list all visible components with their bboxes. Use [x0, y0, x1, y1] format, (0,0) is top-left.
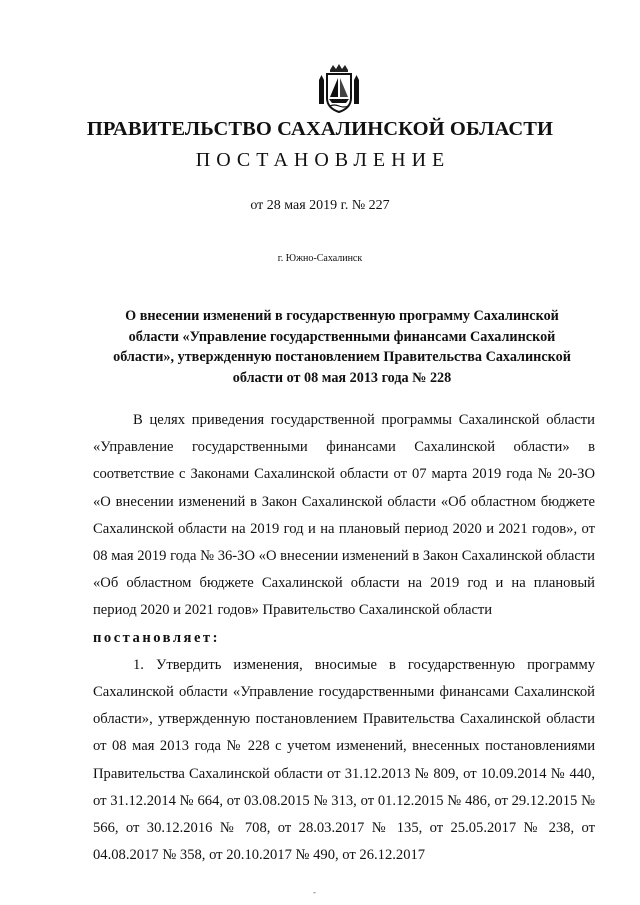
document-date-number: от 28 мая 2019 г. № 227: [250, 198, 390, 213]
resolves-heading: постановляет:: [93, 629, 220, 646]
government-title: ПРАВИТЕЛЬСТВО САХАЛИНСКОЙ ОБЛАСТИ: [86, 118, 554, 140]
document-type: ПОСТАНОВЛЕНИЕ: [195, 149, 451, 171]
item-1-paragraph: 1. Утвердить изменения, вносимые в государственную программу Сахалинской области «Управление государственными финансами Сахалинской области», утвержденную постановлением Правительства Сахалинской области от 08 мая 2013 года № 228 с учетом изменений, внесенных постановлениями Правительства Сахалинской области от 31.12.2013 № 809, от 10.09.2014 № 440, от 31.12.2014 № 664, от 03.08.2015 № 313, от 01.12.2015 № 486, от 29.12.2015 № 566, от 30.12.2016 № 708, от 28.03.2017 № 135, от 25.05.2017 № 238, от 04.08.2017 № 358, от 20.10.2017 № 490, от 26.12.2017: [93, 656, 595, 864]
document-body: [93, 407, 595, 869]
page-mark: -: [313, 887, 316, 897]
preamble-paragraph: В целях приведения государственной программы Сахалинской области «Управление государственными финансами Сахалинской области» в соответствие с Законами Сахалинской области от 07 марта 2019 года № 20-ЗО «О внесении изменений в Закон Сахалинской области «Об областном бюджете Сахалинской области на 2019 год и на плановый период 2020 и 2021 годов», от 08 мая 2019 года № 36-ЗО «О внесении изменений в Закон Сахалинской области «Об областном бюджете Сахалинской области на 2019 год и на плановый период 2020 и 2021 годов» Правительство Сахалинской области: [93, 412, 595, 619]
document-city: г. Южно-Сахалинск: [277, 253, 363, 264]
document-subject: О внесении изменений в государственную программу Сахалинской области «Управление государственными финансами Сахалинской области», утвержденную постановлением Правительства Сахалинской области от 08 мая 2013 года № 228: [113, 308, 571, 386]
coat-of-arms-icon: [318, 64, 360, 114]
